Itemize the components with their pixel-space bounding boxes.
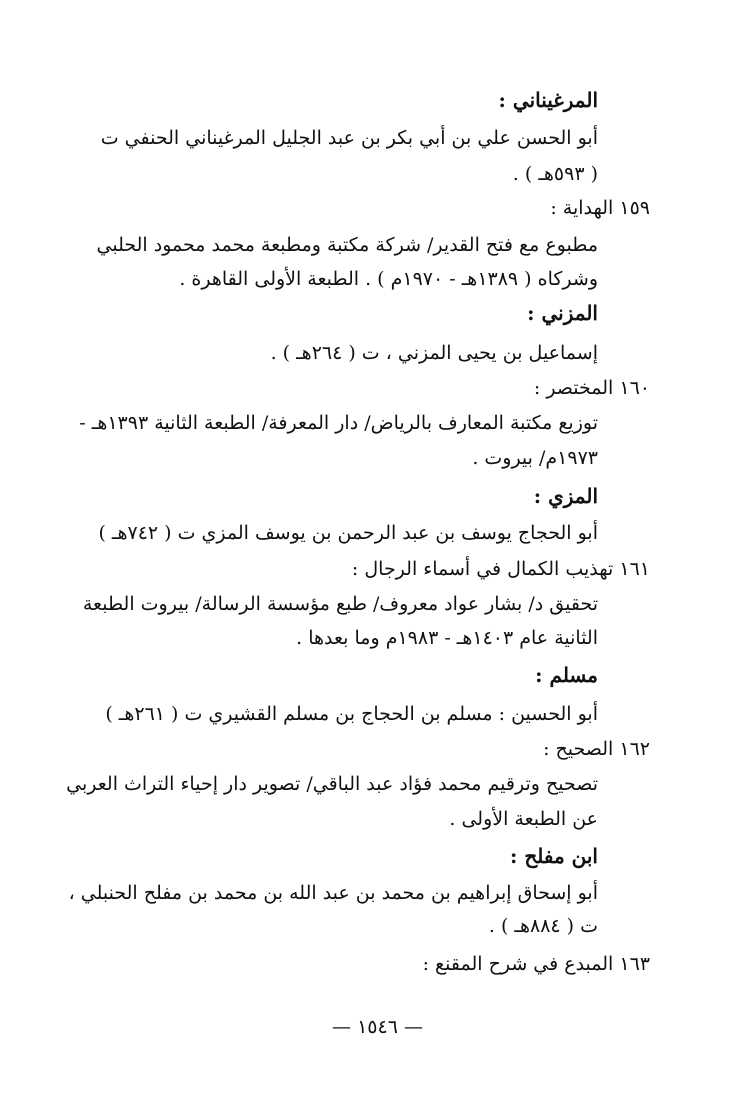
entry-publication: الثانية عام ١٤٠٣هـ - ١٩٨٣م وما بعدها . [296, 627, 598, 649]
entry-publication: مطبوع مع فتح القدير/ شركة مكتبة ومطبعة محمد محمود الحلبي [96, 234, 598, 256]
entry-publication: ١٩٧٣م/ بيروت . [472, 447, 598, 469]
author-heading-mizzi: المزي : [533, 484, 598, 508]
entry-publication: وشركاه ( ١٣٨٩هـ - ١٩٧٠م ) . الطبعة الأولى القاهرة . [179, 268, 598, 290]
author-description: أبو إسحاق إبراهيم بن محمد بن عبد الله بن محمد بن مفلح الحنبلي ، [68, 882, 598, 904]
entry-title-159: ١٥٩ الهداية : [550, 197, 650, 219]
entry-title-160: ١٦٠ المختصر : [533, 377, 650, 399]
entry-publication: تحقيق د/ بشار عواد معروف/ طبع مؤسسة الرسالة/ بيروت الطبعة [82, 593, 598, 615]
author-description: إسماعيل بن يحيى المزني ، ت ( ٢٦٤هـ ) . [270, 342, 598, 364]
page-number: — ١٥٤٦ — [332, 1016, 423, 1038]
entry-publication: تصحيح وترقيم محمد فؤاد عبد الباقي/ تصوير دار إحياء التراث العربي [66, 773, 598, 795]
entry-title-162: ١٦٢ الصحيح : [543, 738, 650, 760]
author-heading-ibn-muflih: ابن مفلح : [509, 844, 598, 868]
author-description: ( ٥٩٣هـ ) . [512, 163, 598, 185]
entry-publication: توزيع مكتبة المعارف بالرياض/ دار المعرفة/ الطبعة الثانية ١٣٩٣هـ - [79, 412, 598, 434]
author-heading-muslim: مسلم : [535, 663, 598, 687]
author-description: أبو الحسن علي بن أبي بكر بن عبد الجليل المرغيناني الحنفي ت [100, 127, 598, 149]
author-heading-marghinani: المرغيناني : [498, 88, 598, 112]
entry-publication: عن الطبعة الأولى . [449, 808, 598, 830]
entry-title-163: ١٦٣ المبدع في شرح المقنع : [422, 953, 650, 975]
author-description: أبو الحسين : مسلم بن الحجاج بن مسلم القشيري ت ( ٢٦١هـ ) [105, 703, 598, 725]
author-description: أبو الحجاج يوسف بن عبد الرحمن بن يوسف المزي ت ( ٧٤٢هـ ) [98, 522, 598, 544]
author-heading-muzani: المزني : [527, 301, 598, 325]
author-description: ت ( ٨٨٤هـ ) . [488, 915, 598, 937]
entry-title-161: ١٦١ تهذيب الكمال في أسماء الرجال : [351, 558, 650, 580]
